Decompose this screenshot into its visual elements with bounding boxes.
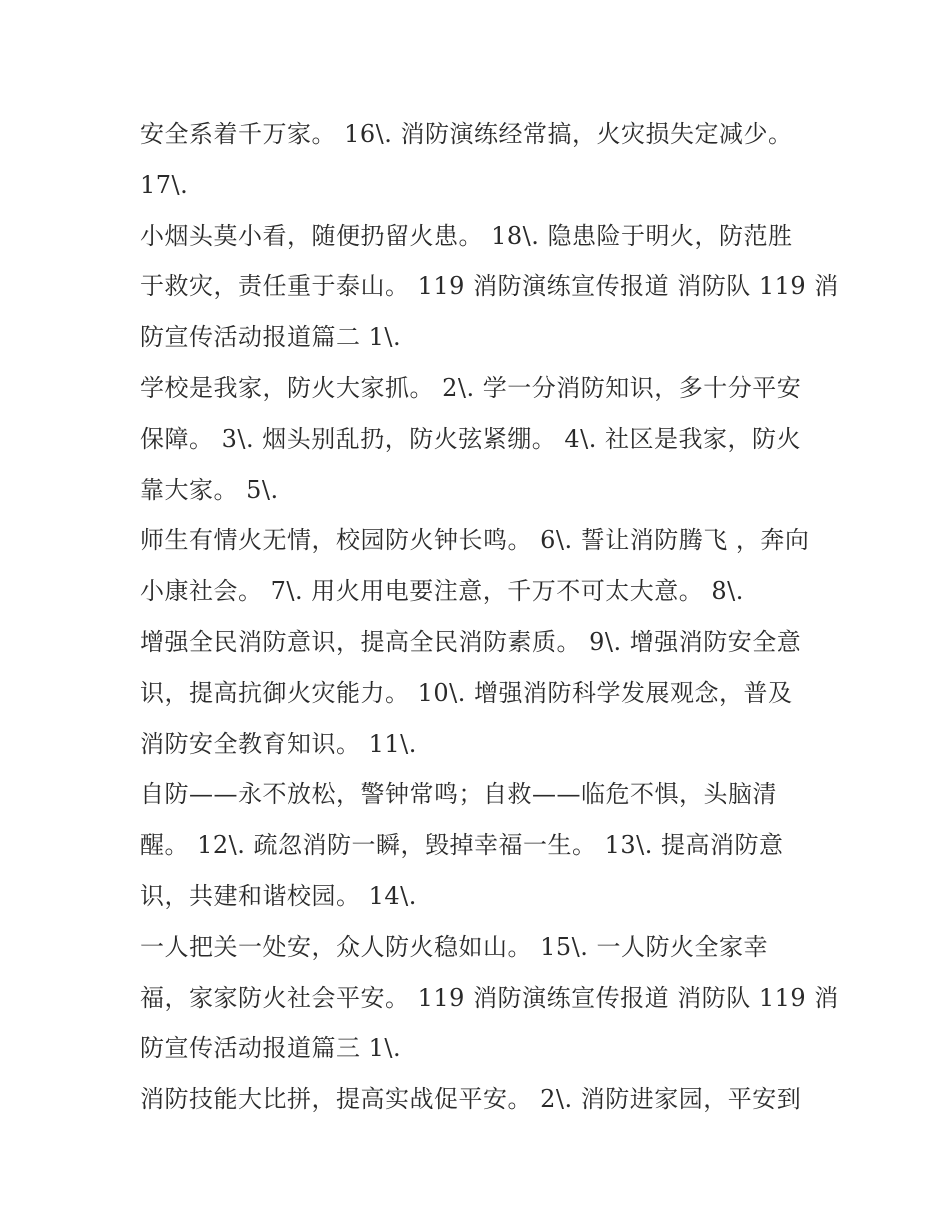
text-line: 师生有情火无情，校园防火钟长鸣。 6\. 誓让消防腾飞 ，奔向 [140,526,810,555]
text-line: 福，家家防火社会平安。 119 消防演练宣传报道 消防队 119 消 [140,983,839,1012]
text-line: 防宣传活动报道篇二 1\. [140,323,402,352]
text-line: 于救灾，责任重于泰山。 119 消防演练宣传报道 消防队 119 消 [140,272,839,301]
text-line: 小烟头莫小看，随便扔留火患。 18\. 隐患险于明火，防范胜 [140,221,793,250]
text-line: 17\. [140,170,189,199]
text-line: 一人把关一处安，众人防火稳如山。 15\. 一人防火全家幸 [140,932,769,961]
text-line: 保障。 3\. 烟头别乱扔，防火弦紧绷。 4\. 社区是我家，防火 [140,424,801,453]
text-line: 识，提高抗御火灾能力。 10\. 增强消防科学发展观念，普及 [140,678,793,707]
text-line: 醒。 12\. 疏忽消防一瞬，毁掉幸福一生。 13\. 提高消防意 [140,831,784,860]
text-line: 学校是我家，防火大家抓。 2\. 学一分消防知识，多十分平安 [140,373,802,402]
text-line: 增强全民消防意识，提高全民消防素质。 9\. 增强消防安全意 [140,627,802,656]
document-body [140,109,840,1125]
text-line: 安全系着千万家。 16\. 消防演练经常搞，火灾损失定减少。 [140,120,793,148]
text-line: 自防——永不放松，警钟常鸣；自救——临危不惧，头脑清 [140,780,777,809]
text-line: 靠大家。 5\. [140,475,279,504]
text-line: 消防技能大比拼，提高实战促平安。 2\. 消防进家园，平安到 [140,1085,802,1114]
text-line: 小康社会。 7\. 用火用电要注意，千万不可太大意。 8\. [140,577,744,606]
text-line: 消防安全教育知识。 11\. [140,729,417,758]
text-line: 防宣传活动报道篇三 1\. [140,1034,402,1063]
text-line: 识，共建和谐校园。 14\. [140,881,417,910]
